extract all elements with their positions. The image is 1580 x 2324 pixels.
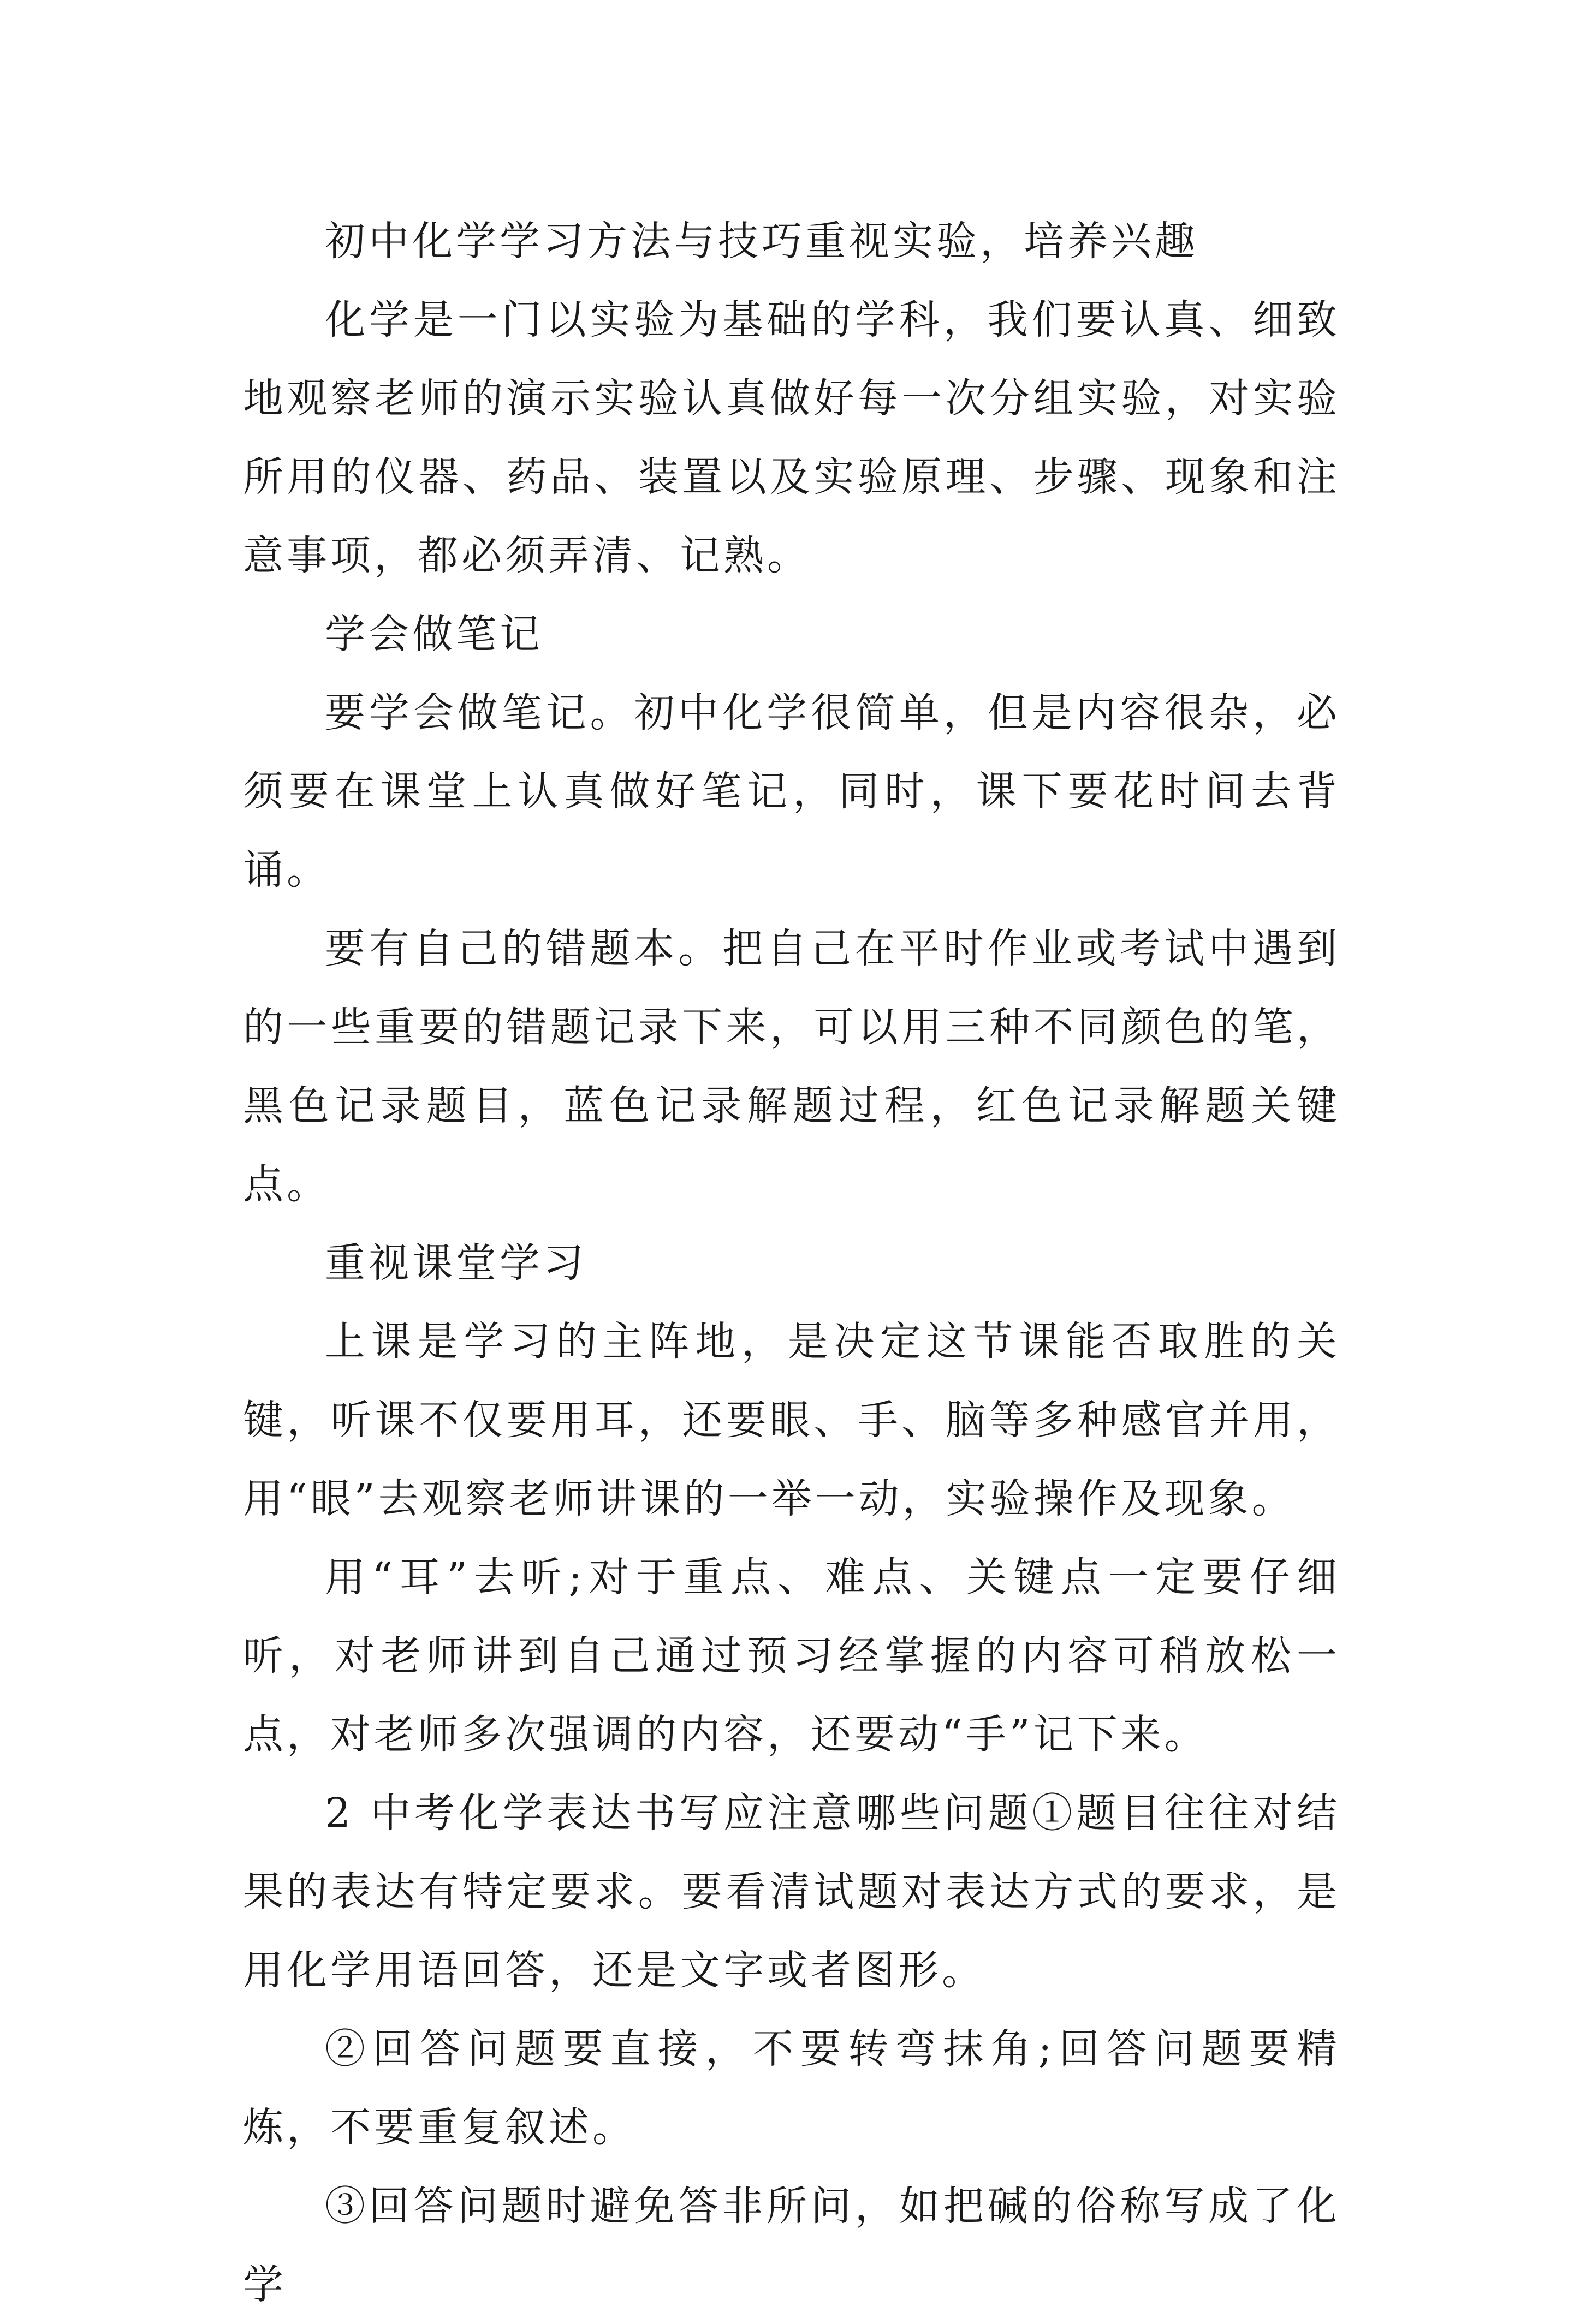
paragraph-classroom: 上课是学习的主阵地，是决定这节课能否取胜的关键，听课不仅要用耳，还要眼、手、脑等多种感官并用，用“眼”去观察老师讲课的一举一动，实验操作及现象。 (243, 1318, 1340, 1522)
section-heading-classroom: 重视课堂学习 (325, 1240, 587, 1286)
document-title: 初中化学学习方法与技巧重视实验，培养兴趣 (325, 218, 1198, 265)
paragraph-experiments: 化学是一门以实验为基础的学科，我们要认真、细致地观察老师的演示实验认真做好每一次分组实验，对实验所用的仪器、药品、装置以及实验原理、步骤、现象和注意事项，都必须弄清、记熟。 (243, 296, 1340, 579)
paragraph-listening: 用“耳”去听;对于重点、难点、关键点一定要仔细听，对老师讲到自己通过预习经掌握的内容可稍放松一点，对老师多次强调的内容，还要动“手”记下来。 (243, 1554, 1340, 1758)
paragraph-error-book: 要有自己的错题本。把自己在平时作业或考试中遇到的一些重要的错题记录下来，可以用三种不同颜色的笔，黑色记录题目，蓝色记录解题过程，红色记录解题关键点。 (243, 925, 1340, 1208)
document-body (243, 202, 1340, 2324)
paragraph-avoid-mismatch: ③回答问题时避免答非所问，如把碱的俗称写成了化学 (243, 2183, 1340, 2308)
section-heading-notes: 学会做笔记 (325, 611, 543, 658)
paragraph-answer-directly: ②回答问题要直接，不要转弯抹角;回答问题要精炼，不要重复叙述。 (243, 2025, 1340, 2151)
paragraph-notes: 要学会做笔记。初中化学很简单，但是内容很杂，必须要在课堂上认真做好笔记，同时，课下要花时间去背诵。 (243, 689, 1340, 893)
paragraph-exam-expression: 2 中考化学表达书写应注意哪些问题①题目往往对结果的表达有特定要求。要看清试题对表达方式的要求，是用化学用语回答，还是文字或者图形。 (243, 1790, 1340, 1994)
